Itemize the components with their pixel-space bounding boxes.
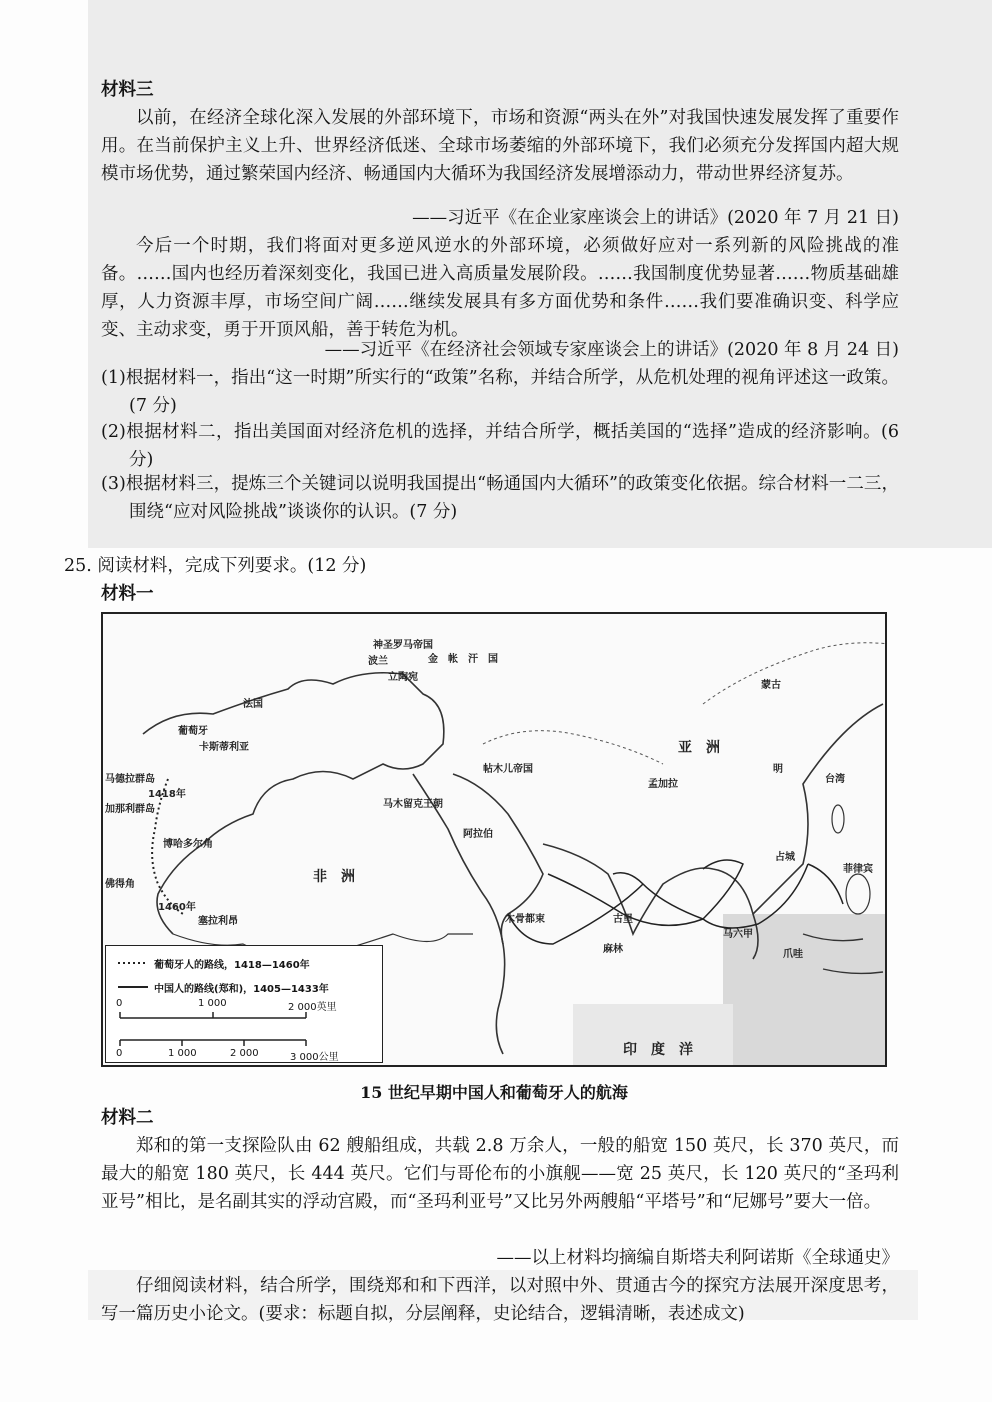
label-golden-horde: 金 帐 汗 国 bbox=[428, 654, 498, 665]
label-lithuania: 立陶宛 bbox=[388, 672, 418, 683]
label-cape-bojador: 博哈多尔角 bbox=[163, 839, 213, 850]
label-poland: 波兰 bbox=[368, 656, 388, 667]
label-africa: 非 洲 bbox=[313, 869, 355, 885]
voyages-map bbox=[101, 612, 887, 1067]
q25-material2-text: 郑和的第一支探险队由 62 艘船组成，共载 2.8 万余人，一般的船宽 150 英尺，长 370 英尺，而最大的船宽 180 英尺，长 444 英尺。它们与哥伦布的小旗舰——宽 25 英尺，长 120 英尺的“圣玛利亚号”相比，是名副其实的浮动宫殿，而“圣玛利亚号”又比另外两艘船“平塔号”和“尼娜号”要大一倍。 bbox=[101, 1136, 899, 1212]
question-2: (2)根据材料二，指出美国面对经济危机的选择，并结合所学，概括美国的“选择”造成的经济影响。(6 分) bbox=[101, 422, 899, 470]
label-mogadishu: 木骨都束 bbox=[505, 914, 545, 925]
label-sierra-leone: 塞拉利昂 bbox=[198, 916, 238, 927]
label-timurid: 帖木儿帝国 bbox=[483, 764, 533, 775]
label-mongolia: 蒙古 bbox=[761, 680, 781, 691]
label-indian-ocean: 印 度 洋 bbox=[623, 1042, 693, 1058]
q25-material2-title: 材料二 bbox=[101, 1108, 154, 1128]
label-malacca: 马六甲 bbox=[723, 929, 753, 940]
label-portugal: 葡萄牙 bbox=[178, 726, 208, 737]
label-arabia: 阿拉伯 bbox=[463, 829, 493, 840]
question-1: (1)根据材料一，指出“这一时期”所实行的“政策”名称，并结合所学，从危机处理的视角评述这一政策。(7 分) bbox=[101, 368, 899, 416]
label-philippines: 菲律宾 bbox=[843, 864, 873, 875]
map-caption: 15 世纪早期中国人和葡萄牙人的航海 bbox=[360, 1083, 628, 1102]
label-bengal: 孟加拉 bbox=[648, 779, 678, 790]
label-castile: 卡斯蒂利亚 bbox=[199, 742, 249, 753]
scale-miles-2000: 2 000英里 bbox=[288, 1002, 337, 1013]
label-1418: 1418年 bbox=[148, 789, 186, 800]
label-1460: 1460年 bbox=[158, 902, 196, 913]
label-java: 爪哇 bbox=[783, 949, 803, 960]
material3-paragraph-1: 以前，在经济全球化深入发展的外部环境下，市场和资源“两头在外”对我国快速发展发挥了重要作用。在当前保护主义上升、世界经济低迷、全球市场萎缩的外部环境下，我们必须充分发挥国内超大规模市场优势，通过繁荣国内经济、畅通国内大循环为我国经济发展增添动力，带动世界经济复苏。 bbox=[101, 108, 899, 184]
label-madeira: 马德拉群岛 bbox=[105, 774, 155, 785]
material3-source-1: ——习近平《在企业家座谈会上的讲话》(2020 年 7 月 21 日) bbox=[412, 208, 899, 228]
label-mamluk: 马木留克王朝 bbox=[383, 799, 443, 810]
scale-km-1000: 1 000 bbox=[168, 1048, 197, 1059]
question-3: (3)根据材料三，提炼三个关键词以说明我国提出“畅通国内大循环”的政策变化依据。综合材料一二三，围绕“应对风险挑战”谈谈你的认识。(7 分) bbox=[101, 474, 899, 522]
label-asia: 亚 洲 bbox=[678, 740, 720, 756]
q25-material2-source: ——以上材料均摘编自斯塔夫利阿诺斯《全球通史》 bbox=[496, 1248, 899, 1268]
q25-material1-title: 材料一 bbox=[101, 584, 154, 604]
scale-km-0: 0 bbox=[116, 1048, 123, 1059]
material3-title: 材料三 bbox=[101, 80, 154, 100]
map-legend bbox=[105, 945, 383, 1063]
question-25-heading: 25. 阅读材料，完成下列要求。(12 分) bbox=[64, 556, 367, 576]
label-cape-verde: 佛得角 bbox=[105, 879, 135, 890]
label-malindi: 麻林 bbox=[603, 944, 623, 955]
label-calicut: 古里 bbox=[613, 914, 633, 925]
legend-portuguese: 葡萄牙人的路线，1418—1460年 bbox=[154, 960, 310, 971]
label-holy-roman: 神圣罗马帝国 bbox=[373, 640, 433, 651]
scale-km-2000: 2 000 bbox=[230, 1048, 259, 1059]
label-canary: 加那利群岛 bbox=[105, 804, 155, 815]
material3-source-2: ——习近平《在经济社会领域专家座谈会上的讲话》(2020 年 8 月 24 日) bbox=[324, 340, 899, 360]
label-ming: 明 bbox=[773, 764, 783, 775]
scale-km-3000: 3 000公里 bbox=[290, 1052, 339, 1063]
scale-miles-1000: 1 000 bbox=[198, 998, 227, 1009]
label-france: 法国 bbox=[243, 699, 263, 710]
material3-paragraph-2: 今后一个时期，我们将面对更多逆风逆水的外部环境，必须做好应对一系列新的风险挑战的准备。……国内也经历着深刻变化，我国已进入高质量发展阶段。……我国制度优势显著……物质基础雄厚，人力资源丰厚，市场空间广阔……继续发展具有多方面优势和条件……我们要准确识变、科学应变、主动求变，勇于开顶风船，善于转危为机。 bbox=[101, 236, 899, 340]
label-champa: 占城 bbox=[775, 852, 795, 863]
label-taiwan: 台湾 bbox=[825, 774, 845, 785]
q25-task: 仔细阅读材料，结合所学，围绕郑和和下西洋，以对照中外、贯通古今的探究方法展开深度思考，写一篇历史小论文。(要求：标题自拟，分层阐释，史论结合，逻辑清晰，表述成文) bbox=[101, 1276, 899, 1324]
scale-miles-0: 0 bbox=[116, 998, 123, 1009]
legend-chinese: 中国人的路线(郑和)，1405—1433年 bbox=[154, 984, 329, 995]
